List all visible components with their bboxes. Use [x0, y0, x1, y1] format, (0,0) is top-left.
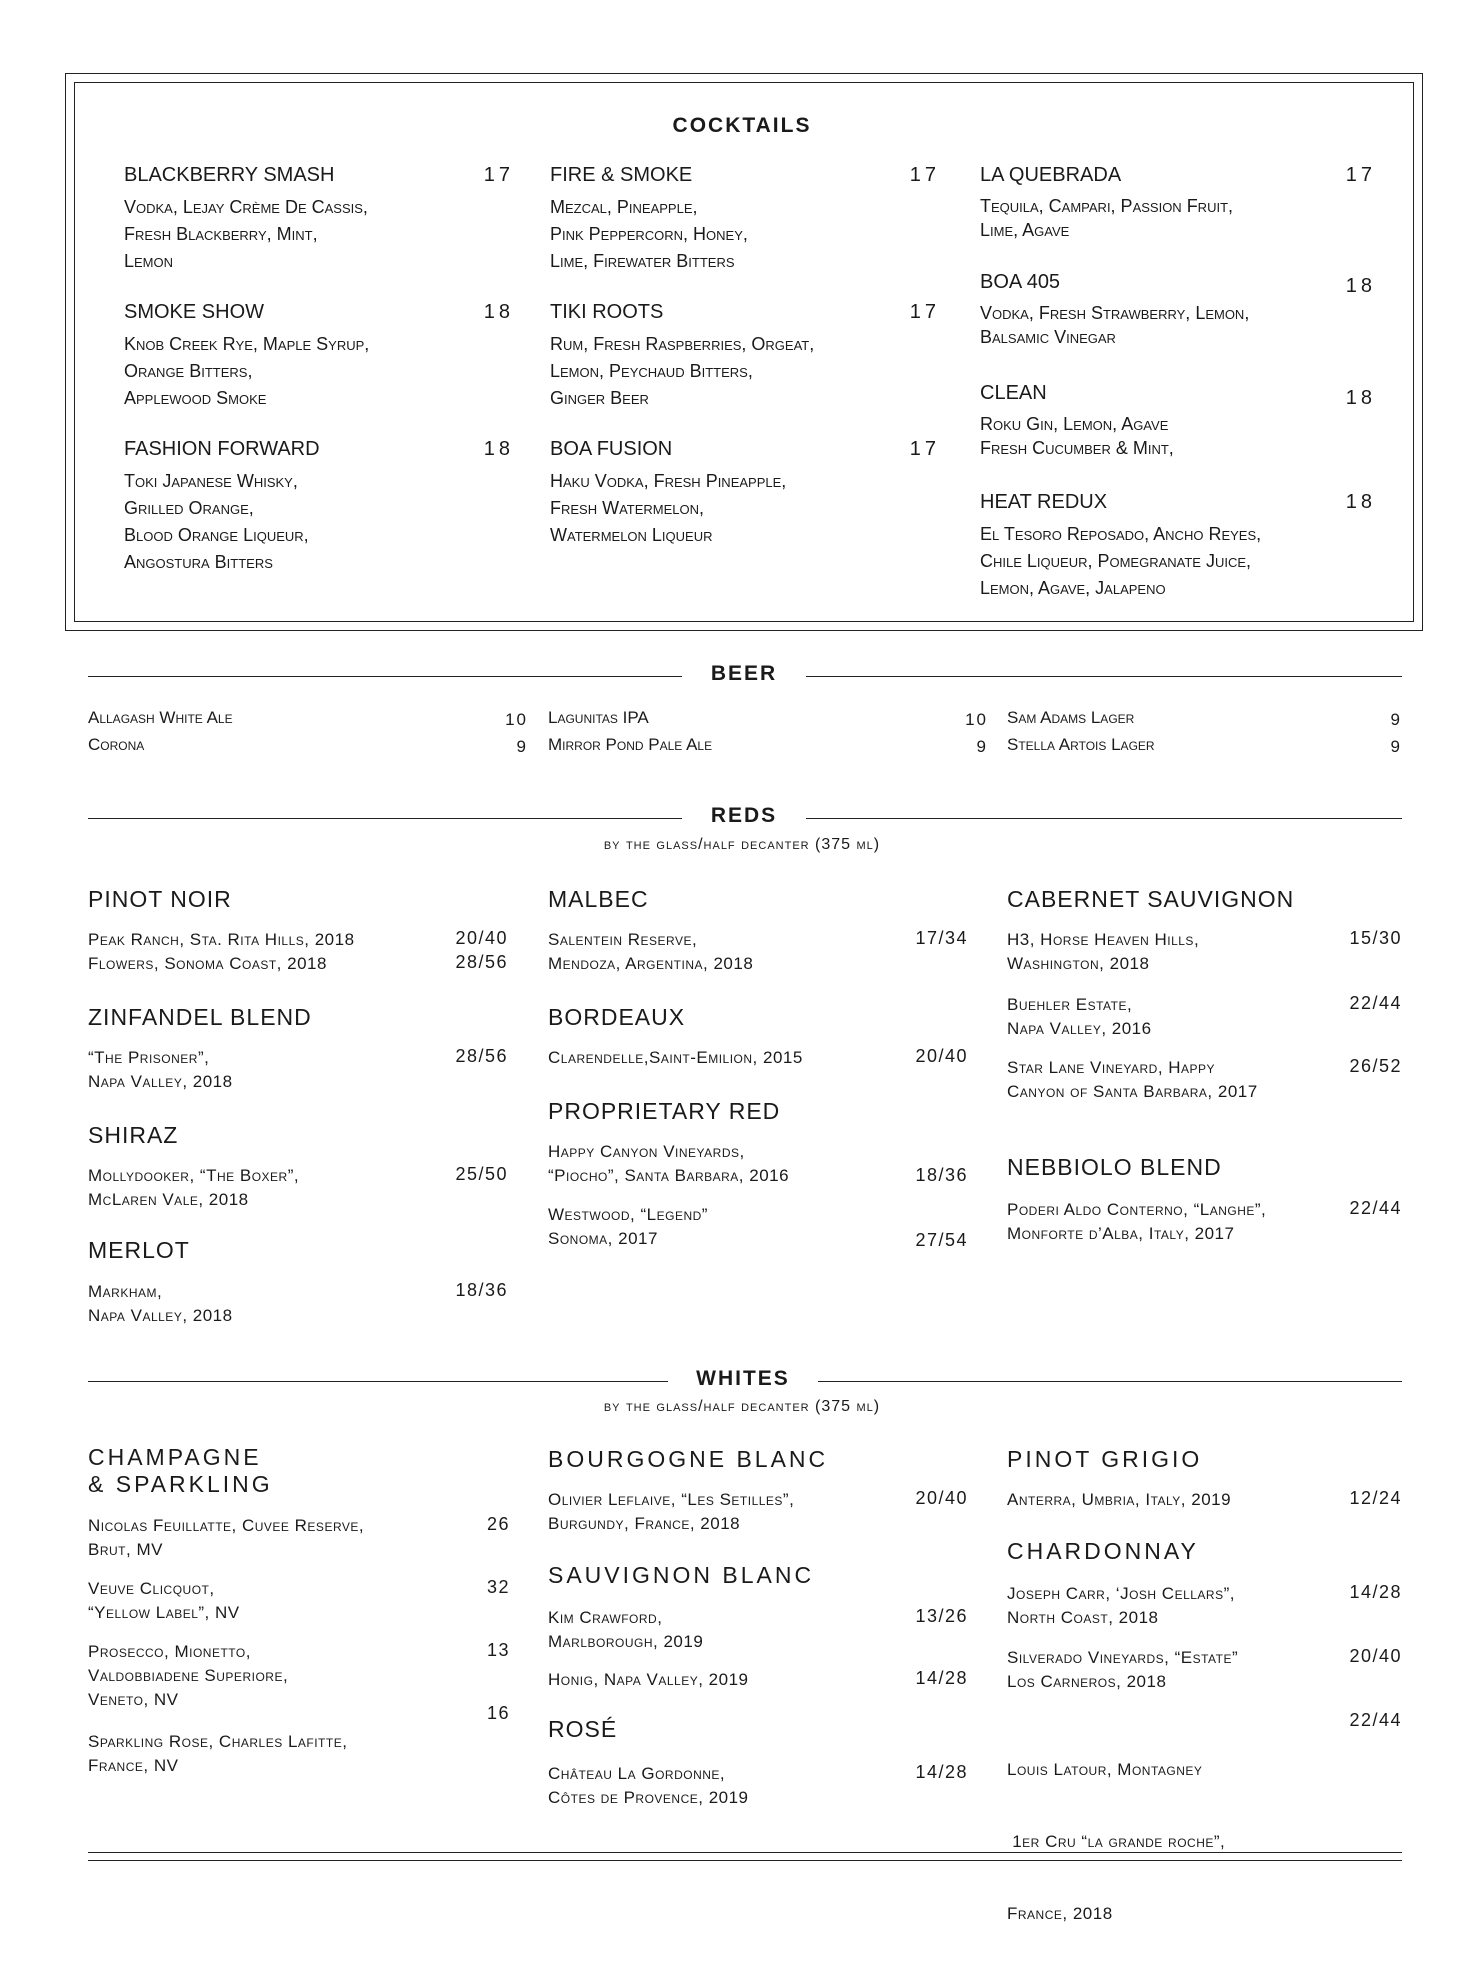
wine-name — [1007, 1582, 1235, 1630]
wine-price: 17/34 — [915, 928, 968, 948]
beer-price: 10 — [965, 710, 988, 729]
wine-category: BOURGOGNE BLANC — [548, 1446, 829, 1472]
wine-name — [548, 1762, 749, 1810]
wine-line: Canyon of Santa Barbara, 2017 — [1007, 1082, 1258, 1101]
beer-title: BEER — [710, 662, 778, 685]
wine-name — [548, 1488, 794, 1536]
wine-price: 26 — [486, 1514, 510, 1534]
wine-line: Happy Canyon Vineyards, — [548, 1142, 745, 1161]
ingredient-line: Lime, Agave — [980, 220, 1070, 240]
wine-line: Napa Valley, 2016 — [1007, 1019, 1152, 1038]
wine-line: Sparkling Rose, Charles Lafitte, — [88, 1732, 348, 1751]
wine-category — [88, 1444, 273, 1498]
wine-price: 27/54 — [915, 1230, 968, 1250]
ingredient-line: Applewood Smoke — [124, 388, 267, 408]
ingredient-line: Lemon, Peychaud Bitters, — [550, 361, 753, 381]
wine-line: H3, Horse Heaven Hills, — [1007, 930, 1200, 949]
wine-line: Markham, — [88, 1282, 163, 1301]
cocktail-name: BLACKBERRY SMASH — [124, 164, 335, 186]
beer-item — [548, 735, 988, 761]
wine-line: France, NV — [88, 1756, 179, 1775]
cocktail-ingredients — [550, 468, 786, 549]
wine-line: Salentein Reserve, — [548, 930, 698, 949]
cocktail-name: BOA FUSION — [550, 438, 673, 460]
wine-line: Buehler Estate, — [1007, 995, 1133, 1014]
beer-name: Stella Artois Lager — [1007, 735, 1155, 754]
beer-item — [88, 708, 528, 734]
ingredient-line: Haku Vodka, Fresh Pineapple, — [550, 471, 787, 491]
ingredient-line: Watermelon Liqueur — [550, 525, 713, 545]
wine-price: 20/40 — [915, 1488, 968, 1508]
wine-line: Château La Gordonne, — [548, 1764, 726, 1783]
cocktail-price: 18 — [483, 301, 514, 323]
wine-line: Burgundy, France, 2018 — [548, 1514, 741, 1533]
footer-rule-bottom — [88, 1860, 1402, 1861]
wine-name — [1007, 928, 1199, 976]
wine-line: Veneto, NV — [88, 1690, 179, 1709]
ingredient-line: Toki Japanese Whisky, — [124, 471, 298, 491]
wine-line: 1er Cru “la grande roche”, — [1007, 1832, 1226, 1851]
ingredient-line: Pink Peppercorn, Honey, — [550, 224, 748, 244]
cocktail-name: HEAT REDUX — [980, 491, 1108, 513]
beer-name: Allagash White Ale — [88, 708, 233, 727]
wine-name — [88, 1046, 233, 1094]
cocktail-ingredients — [124, 194, 368, 275]
wine-category: BORDEAUX — [548, 1004, 686, 1030]
cocktail-ingredients — [980, 194, 1233, 242]
ingredient-line: Balsamic Vinegar — [980, 327, 1116, 347]
wine-name — [1007, 1710, 1225, 1974]
wine-name — [88, 952, 327, 976]
wine-name — [1007, 1646, 1238, 1694]
ingredient-line: Ginger Beer — [550, 388, 649, 408]
cocktail-name: TIKI ROOTS — [550, 301, 664, 323]
wine-line: Anterra, Umbria, Italy, 2019 — [1007, 1490, 1232, 1509]
wine-line: France, 2018 — [1007, 1904, 1113, 1923]
wine-category: MALBEC — [548, 886, 649, 912]
wine-category: NEBBIOLO BLEND — [1007, 1154, 1222, 1180]
cocktail-price: 17 — [483, 164, 514, 186]
wine-line: Flowers, Sonoma Coast, 2018 — [88, 954, 327, 973]
wine-price: 18/36 — [915, 1165, 968, 1185]
reds-title: REDS — [710, 804, 778, 827]
cocktail-name: LA QUEBRADA — [980, 164, 1122, 186]
wine-category: ROSÉ — [548, 1716, 618, 1742]
wine-line: “Yellow Label”, NV — [88, 1603, 240, 1622]
cocktail-ingredients — [980, 412, 1174, 460]
wine-category: SHIRAZ — [88, 1122, 179, 1148]
cocktail-price: 18 — [1345, 387, 1376, 409]
wine-name — [88, 1514, 364, 1562]
wine-line: Silverado Vineyards, “Estate” — [1007, 1648, 1239, 1667]
ingredient-line: Knob Creek Rye, Maple Syrup, — [124, 334, 370, 354]
ingredient-line: Grilled Orange, — [124, 498, 254, 518]
wine-price: 14/28 — [915, 1762, 968, 1782]
ingredient-line: Lemon, Agave, Jalapeno — [980, 578, 1166, 598]
wine-price: 28/56 — [455, 952, 508, 972]
wine-line: Westwood, “Legend” — [548, 1205, 708, 1224]
ingredient-line: Blood Orange Liqueur, — [124, 525, 309, 545]
beer-price: 9 — [516, 737, 528, 756]
wine-category: PROPRIETARY RED — [548, 1098, 781, 1124]
wine-line: Clarendelle,Saint-Emilion, 2015 — [548, 1048, 803, 1067]
cocktail-name: CLEAN — [980, 382, 1047, 404]
wine-line: McLaren Vale, 2018 — [88, 1190, 249, 1209]
wine-price: 13 — [486, 1640, 510, 1660]
wine-line: Joseph Carr, ‘Josh Cellars”, — [1007, 1584, 1235, 1603]
wine-line: Honig, Napa Valley, 2019 — [548, 1670, 749, 1689]
ingredient-line: Roku Gin, Lemon, Agave — [980, 414, 1169, 434]
wine-line: Monforte d’Alba, Italy, 2017 — [1007, 1224, 1235, 1243]
whites-rule-right — [818, 1381, 1402, 1382]
wine-line: Washington, 2018 — [1007, 954, 1150, 973]
beer-price: 9 — [1390, 710, 1402, 729]
cocktail-price: 18 — [1345, 275, 1376, 297]
wine-name — [88, 1280, 233, 1328]
wine-category: CHARDONNAY — [1007, 1538, 1199, 1564]
wine-category: MERLOT — [88, 1237, 190, 1263]
wine-line: Louis Latour, Montagney — [1007, 1760, 1203, 1779]
wine-line: Côtes de Provence, 2019 — [548, 1788, 749, 1807]
wine-line: Brut, MV — [88, 1540, 163, 1559]
wine-line: Prosecco, Mionetto, — [88, 1642, 251, 1661]
wine-price: 25/50 — [455, 1164, 508, 1184]
cocktail-ingredients — [980, 301, 1249, 349]
wine-price: 22/44 — [1349, 993, 1402, 1013]
wine-line: Los Carneros, 2018 — [1007, 1672, 1167, 1691]
wine-line: Veuve Clicquot, — [88, 1579, 215, 1598]
wine-line: Kim Crawford, — [548, 1608, 663, 1627]
beer-price: 9 — [976, 737, 988, 756]
wine-line: Napa Valley, 2018 — [88, 1306, 233, 1325]
beer-item — [88, 735, 528, 761]
wine-name — [548, 1140, 789, 1188]
cocktail-ingredients — [124, 468, 309, 576]
wine-name — [88, 928, 355, 952]
category-line: CHAMPAGNE — [88, 1444, 262, 1470]
footer-rule-top — [88, 1852, 1402, 1853]
cocktail-price: 17 — [909, 301, 940, 323]
wine-price: 14/28 — [1349, 1582, 1402, 1602]
wine-price: 20/40 — [915, 1046, 968, 1066]
cocktail-name: FASHION FORWARD — [124, 438, 320, 460]
wine-line: Mendoza, Argentina, 2018 — [548, 954, 754, 973]
wine-name — [1007, 1488, 1231, 1512]
wine-name — [548, 928, 753, 976]
reds-subtitle: by the glass/half decanter (375 ml) — [603, 836, 881, 853]
wine-price: 20/40 — [455, 928, 508, 948]
cocktail-ingredients — [550, 331, 814, 412]
beer-name: Lagunitas IPA — [548, 708, 649, 727]
wine-price: 28/56 — [455, 1046, 508, 1066]
cocktail-name: SMOKE SHOW — [124, 301, 265, 323]
ingredient-line: Fresh Watermelon, — [550, 498, 705, 518]
wine-name — [88, 1164, 299, 1212]
ingredient-line: Tequila, Campari, Passion Fruit, — [980, 196, 1234, 216]
ingredient-line: Vodka, Lejay Crème De Cassis, — [124, 197, 368, 217]
cocktail-price: 17 — [909, 438, 940, 460]
beer-price: 10 — [505, 710, 528, 729]
ingredient-line: Orange Bitters, — [124, 361, 253, 381]
wine-price: 32 — [486, 1577, 510, 1597]
ingredient-line: Mezcal, Pineapple, — [550, 197, 698, 217]
wine-name — [88, 1640, 288, 1712]
ingredient-line: Rum, Fresh Raspberries, Orgeat, — [550, 334, 815, 354]
beer-name: Sam Adams Lager — [1007, 708, 1135, 727]
wine-line: Marlborough, 2019 — [548, 1632, 704, 1651]
reds-rule-right — [806, 818, 1402, 819]
beer-name: Corona — [88, 735, 145, 754]
beer-name: Mirror Pond Pale Ale — [548, 735, 713, 754]
wine-price: 22/44 — [1349, 1710, 1402, 1730]
beer-price: 9 — [1390, 737, 1402, 756]
beer-rule-right — [806, 676, 1402, 677]
wine-category: PINOT GRIGIO — [1007, 1446, 1203, 1472]
beer-rule-left — [88, 676, 682, 677]
ingredient-line: Fresh Cucumber & Mint, — [980, 438, 1174, 458]
cocktail-ingredients — [124, 331, 369, 412]
wine-price: 14/28 — [915, 1668, 968, 1688]
beer-item — [1007, 708, 1402, 734]
wine-price: 22/44 — [1349, 1198, 1402, 1218]
wine-line: Poderi Aldo Conterno, “Langhe”, — [1007, 1200, 1267, 1219]
cocktails-title: COCKTAILS — [672, 114, 812, 137]
beer-item — [548, 708, 988, 734]
wine-line: North Coast, 2018 — [1007, 1608, 1159, 1627]
wine-price: 12/24 — [1349, 1488, 1402, 1508]
wine-line: Nicolas Feuillatte, Cuvee Reserve, — [88, 1516, 365, 1535]
wine-name — [88, 1730, 347, 1778]
ingredient-line: Lemon — [124, 251, 174, 271]
wine-line: Star Lane Vineyard, Happy — [1007, 1058, 1216, 1077]
wine-line: “Piocho”, Santa Barbara, 2016 — [548, 1166, 790, 1185]
ingredient-line: Vodka, Fresh Strawberry, Lemon, — [980, 303, 1250, 323]
wine-name — [548, 1046, 803, 1070]
cocktail-ingredients — [550, 194, 748, 275]
wine-line: “The Prisoner”, — [88, 1048, 210, 1067]
whites-rule-left — [88, 1381, 668, 1382]
wine-category: PINOT NOIR — [88, 886, 232, 912]
wine-price: 20/40 — [1349, 1646, 1402, 1666]
cocktail-price: 18 — [1345, 491, 1376, 513]
wine-name — [1007, 1198, 1266, 1246]
cocktail-price: 18 — [483, 438, 514, 460]
wine-line: Napa Valley, 2018 — [88, 1072, 233, 1091]
wine-category: SAUVIGNON BLANC — [548, 1562, 815, 1588]
ingredient-line: Fresh Blackberry, Mint, — [124, 224, 318, 244]
wine-name — [88, 1577, 240, 1625]
wine-line: Mollydooker, “The Boxer”, — [88, 1166, 300, 1185]
ingredient-line: Lime, Firewater Bitters — [550, 251, 735, 271]
ingredient-line: El Tesoro Reposado, Ancho Reyes, — [980, 524, 1262, 544]
whites-title: WHITES — [696, 1367, 790, 1390]
wine-line: Peak Ranch, Sta. Rita Hills, 2018 — [88, 930, 355, 949]
wine-line: Olivier Leflaive, “Les Setilles”, — [548, 1490, 795, 1509]
cocktail-price: 17 — [1345, 164, 1376, 186]
wine-name — [1007, 1056, 1258, 1104]
wine-name — [1007, 993, 1152, 1041]
wine-name — [548, 1606, 703, 1654]
wine-name — [548, 1203, 708, 1251]
reds-rule-left — [88, 818, 682, 819]
cocktail-name: FIRE & SMOKE — [550, 164, 693, 186]
wine-price: 26/52 — [1349, 1056, 1402, 1076]
ingredient-line: Angostura Bitters — [124, 552, 273, 572]
wine-category: CABERNET SAUVIGNON — [1007, 886, 1295, 912]
wine-price: 16 — [486, 1703, 510, 1723]
category-line: & SPARKLING — [88, 1471, 273, 1497]
beer-item — [1007, 735, 1402, 761]
wine-price: 18/36 — [455, 1280, 508, 1300]
wine-name — [548, 1668, 748, 1692]
whites-subtitle: by the glass/half decanter (375 ml) — [603, 1398, 881, 1415]
wine-price: 13/26 — [915, 1606, 968, 1626]
wine-line: Valdobbiadene Superiore, — [88, 1666, 289, 1685]
wine-price: 15/30 — [1349, 928, 1402, 948]
cocktail-price: 17 — [909, 164, 940, 186]
wine-line: Sonoma, 2017 — [548, 1229, 658, 1248]
wine-category: ZINFANDEL BLEND — [88, 1004, 312, 1030]
cocktail-name: BOA 405 — [980, 271, 1061, 293]
cocktail-ingredients — [980, 521, 1261, 602]
ingredient-line: Chile Liqueur, Pomegranate Juice, — [980, 551, 1252, 571]
